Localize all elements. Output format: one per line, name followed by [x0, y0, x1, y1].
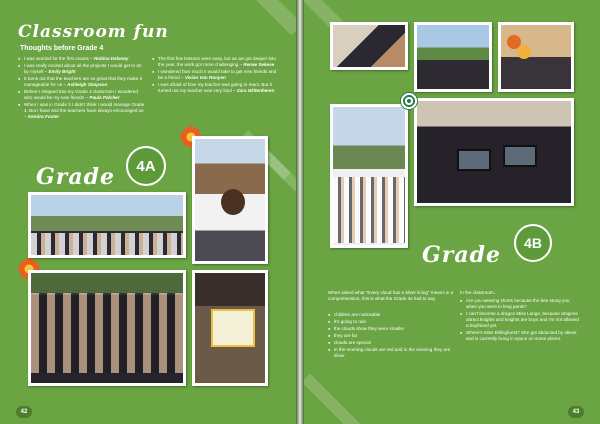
list-item: ● Are you wearing shorts because the bee stung you when you were in long pants?: [460, 298, 580, 310]
page-number: 43: [568, 406, 584, 418]
list-item: ● I wondered how much it would take to get new friends and be a friend – Vivian Van Rooyen: [152, 69, 280, 81]
intro-text: When asked what "Every cloud has a silver lining" means in a comprehension, this is what the Grade 4s had to say.: [328, 290, 454, 301]
right-page: [304, 0, 600, 424]
photo-class-portrait: [28, 270, 186, 386]
list-item: ● When I was in Grade 3 I didn't think I would manage Grade 4. But I have and the teachers have always encouraged us – Kendra Foster: [18, 102, 146, 120]
list-item: ● clouds are special: [328, 340, 456, 346]
photo-girls-group: [192, 136, 268, 264]
list-item: ● the clouds show they were smaller: [328, 326, 456, 332]
list-item: ● in the morning clouds are red and in the evening they are silver: [328, 347, 456, 359]
list-item: ● I was afraid of how my teacher was going to react. But it turned out my teacher was very kind – Zara Wittenheren: [152, 82, 280, 94]
page-number: 42: [16, 406, 32, 418]
grade-heading: Grade: [422, 242, 502, 268]
decorative-stripe: [228, 0, 296, 35]
left-page: [0, 0, 296, 424]
list-item: ● I can't become a dragon Miss Lange, because dragons attract knights and knights are boys and I'm not allowed a boyfriend yet.: [460, 311, 580, 329]
list-item: ● The first few lessons were easy, but as we got deeper into the year, the work got more challenging – Renae Sekese: [152, 56, 280, 68]
section-subtitle: Thoughts before Grade 4: [20, 45, 104, 52]
photo-students-desk: [330, 22, 408, 70]
photo-assembly: [330, 104, 408, 248]
list-item: ● Before I stepped into my Grade 4 classroom I wondered who would be my new friends – Paula Palcher: [18, 89, 146, 101]
list-item: ● it's going to rain: [328, 319, 456, 325]
classroom-quotes-list: [460, 298, 580, 343]
list-item: ● I was really excited about all the projects I would get to do by myself – Emily Bright: [18, 63, 146, 75]
list-item: ● It turns out that the teachers are so great that they make it manageable for us – Ashleigh Simpson: [18, 76, 146, 88]
target-icon: [400, 92, 418, 110]
book-gutter: [296, 0, 304, 424]
grade-heading: Grade: [36, 164, 116, 190]
list-item: ● children are noticeable: [328, 312, 456, 318]
list-item: ● Where's Miss Billinghurst? She got abducted by aliens and is currently living in space on some planet.: [460, 330, 580, 342]
cloud-answers-list: [328, 312, 456, 360]
photo-class-outdoor: [28, 192, 186, 258]
grade-badge: 4A: [126, 146, 166, 186]
photo-laptops: [414, 98, 574, 206]
thoughts-column-1: [18, 56, 146, 121]
decorative-stripe: [304, 373, 367, 424]
list-item: ● I was worried for the first exams – Robina Delaney: [18, 56, 146, 62]
photo-students-outdoor: [414, 22, 492, 92]
classroom-heading: In the classroom...: [460, 290, 498, 295]
thoughts-column-2: [152, 56, 280, 95]
photo-artwork: [192, 270, 268, 386]
grade-badge: 4B: [514, 224, 552, 262]
page-title: Classroom fun: [18, 22, 169, 42]
photo-girl-balloons: [498, 22, 574, 92]
list-item: ● they are fat: [328, 333, 456, 339]
